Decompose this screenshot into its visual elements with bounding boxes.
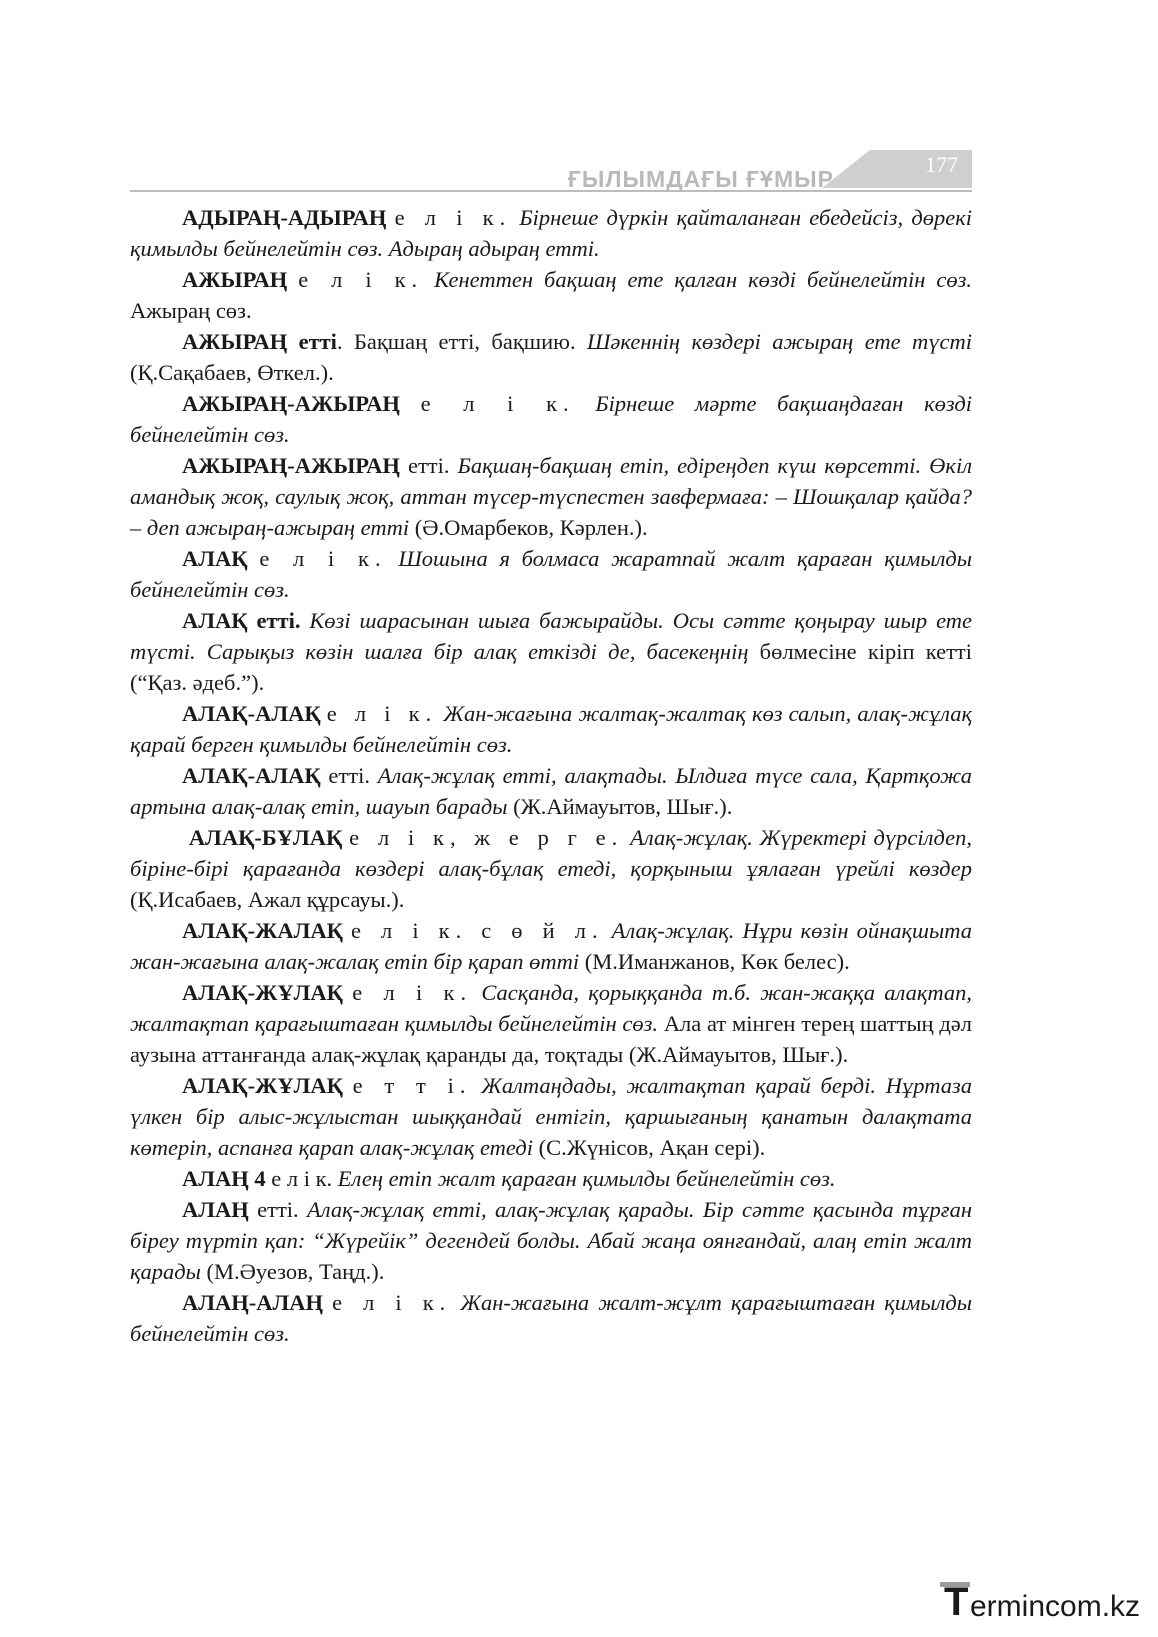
definition: Бақшаң-бақшаң етіп, едіреңдеп күш көрсетті. Өкіл амандық жоқ, саулық жоқ, аттан түсер-түспестен завфермаға: – Шошқалар қайда? – деп ажырaң-ажырaң етті bbox=[130, 453, 973, 540]
headword: АДЫРАҢ-АДЫРАҢ bbox=[182, 205, 387, 230]
definition: Жан-жағына жалтақ-жалтақ көз салып, алақ-жұлақ қарай берген қимылды бейнелейтін сөз. bbox=[130, 701, 972, 757]
source: (М.Иманжанов, Көк белес). bbox=[584, 949, 850, 974]
dictionary-entry bbox=[130, 698, 972, 760]
dictionary-entry bbox=[130, 264, 972, 326]
headword: АЛАҚ-ЖҰЛАҚ bbox=[182, 980, 343, 1005]
definition: Алақ-жұлақ. Нұри көзін ойнақшыта жан-жағына алақ-жалақ етіп бір қарап өтті bbox=[130, 918, 973, 974]
definition: Алақ-жұлақ етті, алақ-жұлақ қарады. Бір сәтте қасында тұрған біреу түртіп қап: “Жүрейік” дегендей болды. Абай жаңа оянғандай, алаң етіп жалт қарады bbox=[130, 1197, 972, 1284]
site-watermark bbox=[944, 1580, 1144, 1624]
dictionary-entry bbox=[130, 450, 972, 543]
grammar-tag: е л і к. bbox=[332, 1290, 452, 1315]
headword: АЛАҚ-ЖҰЛАҚ bbox=[182, 1073, 343, 1098]
grammar-tag: е л і к. bbox=[298, 267, 424, 292]
example: Шәкеннің көздері ажырaң ете түсті bbox=[586, 329, 972, 354]
grammar-tag: е л і к. bbox=[259, 546, 387, 571]
grammar-tag: е л і к. с ө й л. bbox=[350, 918, 604, 943]
headword: АЛАҢ-АЛАҢ bbox=[182, 1290, 324, 1315]
running-title: ҒЫЛЫМДАҒЫ ҒҰМЫР bbox=[567, 166, 834, 192]
dictionary-entry bbox=[130, 388, 972, 450]
headword: АЖЫРАҢ етті bbox=[182, 329, 337, 354]
headword: АЛАҢ bbox=[182, 1197, 249, 1222]
dictionary-entry bbox=[130, 977, 972, 1070]
dictionary-entry bbox=[130, 543, 972, 605]
example: Ала ат мінген терең шаттың дәл аузына аттанғанда алақ-жұлақ қаранды да, тоқтады (Ж.Аймауытов, Шығ.). bbox=[130, 1011, 973, 1067]
definition: Жалтаңдады, жалтақтап қарай берді. Нұртаза үлкен бір алыс-жұлыстан шыққандай ентігіп, қаршығаның қанатын далақтата көтеріп, аспанға қарап алақ-жұлақ етеді bbox=[130, 1073, 973, 1160]
grammar-tag: е л і к. bbox=[394, 205, 512, 230]
watermark-letter: T bbox=[944, 1580, 969, 1624]
grammar-tag: етті. bbox=[328, 763, 370, 788]
example: Ажырaң сөз. bbox=[130, 298, 252, 323]
dictionary-entry bbox=[130, 1194, 972, 1287]
definition: Жан-жағына жалт-жұлт қарағыштаған қимылды бейнелейтін сөз. bbox=[130, 1290, 973, 1346]
definition: Сасқанда, қорыққанда т.б. жан-жаққа алақтап, жалтақтап қарағыштаған қимылды бейнелейтін сөз. bbox=[130, 980, 973, 1036]
dictionary-entry bbox=[130, 822, 972, 915]
grammar-tag: е л і к. bbox=[326, 701, 438, 726]
grammar-tag: етті. bbox=[407, 453, 450, 478]
source: (Ә.Омарбеков, Кәрлен.). bbox=[414, 515, 648, 540]
definition: Шошына я болмаса жаратпай жалт қараған қимылды бейнелейтін сөз. bbox=[130, 546, 973, 602]
example: Көзі шарасынан шыға бажырайды. Осы сәтте қоңырау шыр ете түсті. Сарықыз көзін шалға бір алақ еткізді де, басекеңнің bbox=[130, 608, 972, 664]
dictionary-entry bbox=[130, 1070, 972, 1163]
watermark-text: ermincom.kz bbox=[970, 1590, 1141, 1623]
source: (Қ.Сақабаев, Өткел.). bbox=[130, 360, 334, 385]
running-header bbox=[130, 148, 972, 198]
dictionary-entry bbox=[130, 915, 972, 977]
dictionary-entry bbox=[130, 605, 972, 698]
dictionary-entry bbox=[130, 326, 972, 388]
headword: АЛАҚ-ЖАЛАҚ bbox=[182, 918, 343, 943]
source: (М.Әуезов, Таңд.). bbox=[206, 1259, 385, 1284]
page-number: 177 bbox=[925, 152, 958, 177]
definition: Бірнеше дүркін қайталанған ебедейсіз, дөрекі қимылды бейнелейтін сөз. Адыраң адыраң етті. bbox=[130, 205, 973, 261]
grammar-tag: . Бақшаң етті, бақшию. bbox=[336, 329, 576, 354]
headword: АЛАҚ етті. bbox=[182, 608, 301, 633]
grammar-tag: е л і к. bbox=[420, 391, 575, 416]
definition: Алақ-жұлақ етті, алақтады. Ылдиға түсе сала, Қартқожа артына алақ-алақ етіп, шауып барады bbox=[130, 763, 973, 819]
dictionary-entry bbox=[130, 202, 972, 264]
definition: Кенеттен бақшаң ете қалған көзді бейнелейтін сөз. bbox=[434, 267, 973, 292]
source: бөлмесіне кіріп кетті (“Қаз. әдеб.”). bbox=[130, 639, 973, 695]
source: (Қ.Исабаев, Ажал құрсауы.). bbox=[130, 887, 405, 912]
headword: АЖЫРАҢ-АЖЫРАҢ bbox=[182, 453, 400, 478]
dictionary-entry bbox=[130, 760, 972, 822]
grammar-tag: е т т і. bbox=[352, 1073, 472, 1098]
headword: АЛАҢ 4 bbox=[182, 1166, 266, 1191]
definition: Елең етіп жалт қараған қимылды бейнелейтін сөз. bbox=[337, 1166, 836, 1191]
source: (С.Жүнісов, Ақан сері). bbox=[538, 1135, 766, 1160]
headword: АЖЫРАҢ-АЖЫРАҢ bbox=[182, 391, 400, 416]
definition: Бірнеше мәрте бақшаңдаған көзді бейнелейтін сөз. bbox=[130, 391, 973, 447]
dictionary-entry bbox=[130, 1287, 972, 1349]
headword: АЖЫРАҢ bbox=[182, 267, 288, 292]
source: (Ж.Аймауытов, Шығ.). bbox=[513, 794, 733, 819]
headword: АЛАҚ-БҰЛАҚ bbox=[188, 825, 343, 850]
grammar-tag: е л і к. bbox=[352, 980, 473, 1005]
definition: Алақ-жұлақ. Жүректері дүрсілдеп, біріне-бірі қарағанда көздері алақ-бұлақ етеді, қорқыныш ұялаған үрейлі көздер bbox=[130, 825, 973, 881]
headword: АЛАҚ bbox=[182, 546, 248, 571]
headword: АЛАҚ-АЛАҚ bbox=[182, 701, 321, 726]
dictionary-entry bbox=[130, 1163, 972, 1194]
dictionary-entries bbox=[130, 202, 972, 1349]
headword: АЛАҚ-АЛАҚ bbox=[182, 763, 321, 788]
grammar-tag: е л і к, ж е р г е. bbox=[349, 825, 624, 850]
grammar-tag: етті. bbox=[257, 1197, 299, 1222]
grammar-tag: е л і к. bbox=[271, 1166, 333, 1191]
header-rule bbox=[130, 190, 972, 192]
